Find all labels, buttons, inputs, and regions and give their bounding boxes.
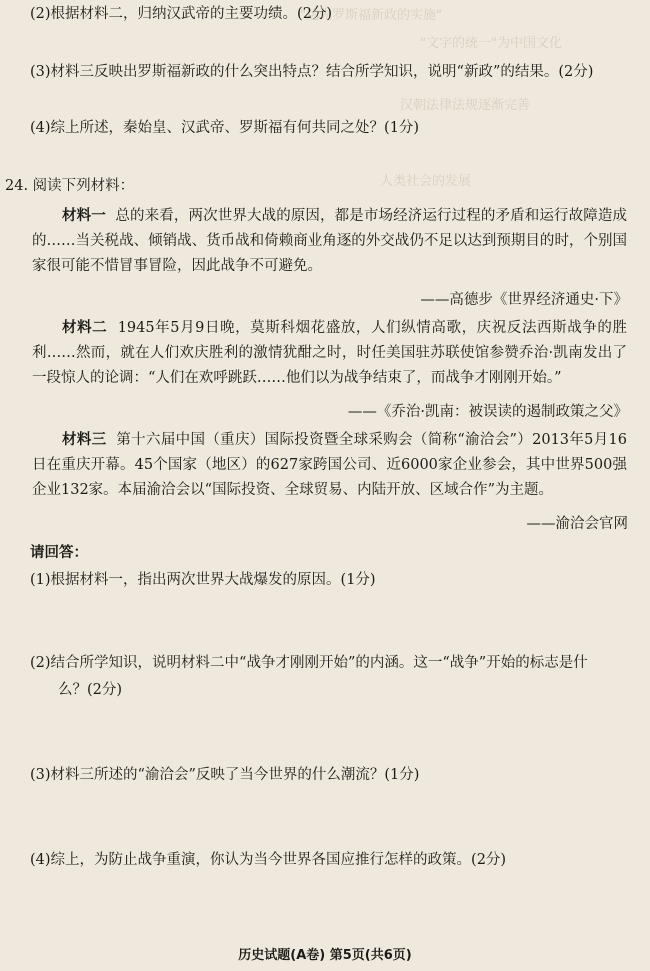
material-2: [32, 316, 627, 391]
q23-part4: (4)综上所述，秦始皇、汉武帝、罗斯福有何共同之处？(1分): [30, 120, 420, 136]
material-2-label: 材料二: [62, 320, 108, 336]
q24-part2-line1: (2)结合所学知识，说明材料二中“战争才刚刚开始”的内涵。这一“战争”开始的标志是什: [30, 655, 588, 671]
material-1-source: ——高德步《世界经济通史·下》: [420, 292, 628, 308]
q24-part3: (3)材料三所述的“渝洽会”反映了当今世界的什么潮流？(1分): [30, 767, 420, 783]
bleed-through-text: "文字的统一"为中国文化: [420, 36, 562, 51]
material-2-source: ——《乔治·凯南：被误读的遏制政策之父》: [347, 404, 628, 420]
material-2-text: 1945年5月9日晚，莫斯科烟花盛放，人们纵情高歌，庆祝反法西斯战争的胜利……然而，就在人们欢庆胜利的激情犹酣之时，时任美国驻苏联使馆参赞乔治·凯南发出了一段惊人的论调：“人们在欢呼跳跃……他们以为战争结束了，而战争才刚刚开始。”: [32, 320, 627, 386]
q23-part2: (2)根据材料二，归纳汉武帝的主要功绩。(2分): [30, 6, 333, 22]
bleed-through-text: 人类社会的发展: [380, 174, 472, 189]
material-3-text: 第十六届中国（重庆）国际投资暨全球采购会（简称“渝洽会”）2013年5月16日在重庆开幕。45个国家（地区）的627家跨国公司、近6000家企业参会，其中世界500强企业132家。本届渝洽会以“国际投资、全球贸易、内陆开放、区域合作”为主题。: [32, 432, 628, 498]
page-footer: 历史试题(A卷) 第5页(共6页): [238, 948, 412, 963]
q24-intro: 24. 阅读下列材料：: [5, 178, 135, 194]
material-1-label: 材料一: [62, 208, 106, 224]
material-3-label: 材料三: [62, 432, 107, 448]
material-1: [32, 204, 627, 279]
material-3-source: ——渝洽会官网: [526, 516, 628, 532]
material-1-text: 总的来看，两次世界大战的原因，都是市场经济运行过程的矛盾和运行故障造成的……当关税战、倾销战、货币战和倚赖商业角逐的外交战仍不足以达到预期目的时，个别国家很可能不惜冒事冒险，因此战争不可避免。: [32, 208, 628, 274]
q24-part1: (1)根据材料一，指出两次世界大战爆发的原因。(1分): [30, 572, 376, 588]
q23-part3: (3)材料三反映出罗斯福新政的什么突出特点？结合所学知识，说明“新政”的结果。(2分): [30, 64, 594, 80]
bleed-through-text: 汉朝法律法规逐渐完善: [400, 98, 531, 113]
q24-part2-line2: 么？(2分): [58, 682, 123, 698]
material-3: [32, 428, 627, 503]
answer-prompt: 请回答：: [30, 545, 88, 561]
q24-part4: (4)综上，为防止战争重演，你认为当今世界各国应推行怎样的政策。(2分): [30, 852, 507, 868]
bleed-through-text: "达先罗斯福新政的实施": [300, 8, 442, 23]
